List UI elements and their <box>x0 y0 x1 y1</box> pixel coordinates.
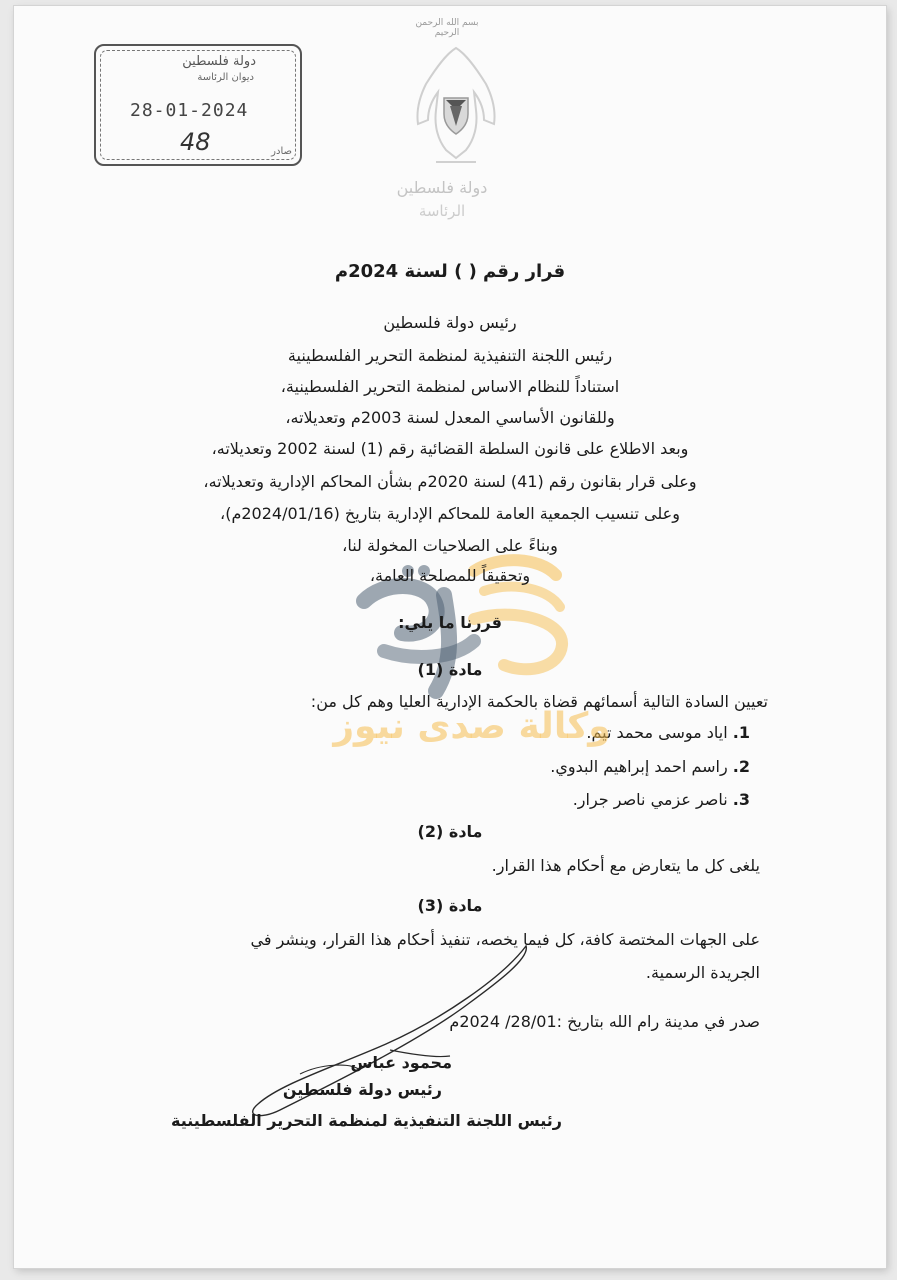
judge-item <box>573 790 750 810</box>
judge-name: راسم احمد إبراهيم البدوي. <box>550 757 728 776</box>
signatory-title-1: رئيس دولة فلسطين <box>282 1080 442 1099</box>
article-3-text-line-1: على الجهات المختصة كافة، كل فيما يخصه، تنفيذ أحكام هذا القرار، وينشر في <box>250 930 760 949</box>
judge-number: 2. <box>732 757 750 776</box>
article-1-intro: تعيين السادة التالية أسمائهم قضاة بالحكمة الإدارية العليا وهم كل من: <box>310 692 768 711</box>
eagle-emblem-icon <box>406 40 506 170</box>
stamp-line2: ديوان الرئاسة <box>197 72 254 83</box>
issued-date-line: صدر في مدينة رام الله بتاريخ :28/01/ 2024م <box>449 1012 760 1031</box>
stamp-line1: دولة فلسطين <box>182 54 256 69</box>
basmala: بسم الله الرحمن الرحيم <box>415 18 479 38</box>
preamble-line-4: وللقانون الأساسي المعدل لسنة 2003م وتعديلاته، <box>285 408 615 427</box>
stamp-label: صادر <box>271 146 292 157</box>
preamble-line-1: رئيس دولة فلسطين <box>383 313 517 332</box>
preamble-line-8: وبناءً على الصلاحيات المخولة لنا، <box>342 536 558 555</box>
article-2-text: يلغى كل ما يتعارض مع أحكام هذا القرار. <box>491 856 760 875</box>
stamp-number: 48 <box>180 128 211 156</box>
judge-number: 1. <box>732 723 750 742</box>
preamble-line-6: وعلى قرار بقانون رقم (41) لسنة 2020م بشأن المحاكم الإدارية وتعديلاته، <box>203 472 697 491</box>
watermark-agency-text: وكالة صدى نيوز <box>333 706 611 747</box>
judge-item <box>550 757 750 777</box>
preamble-line-2: رئيس اللجنة التنفيذية لمنظمة التحرير الفلسطينية <box>287 346 613 365</box>
judge-name: ناصر عزمي ناصر جرار. <box>572 790 728 809</box>
article-3-heading: مادة (3) <box>417 896 483 915</box>
emblem-state-name: دولة فلسطين <box>396 178 488 197</box>
judge-name: اياد موسى محمد تيم. <box>586 723 728 742</box>
article-1-heading: مادة (1) <box>417 660 483 679</box>
decided-heading: قررنا ما يلي: <box>398 613 502 632</box>
preamble-line-3: استناداً للنظام الاساس لمنظمة التحرير الفلسطينية، <box>280 377 620 396</box>
article-2-heading: مادة (2) <box>417 822 483 841</box>
preamble-line-9: وتحقيقاً للمصلحة العامة، <box>369 566 531 585</box>
article-3-text-line-2: الجريدة الرسمية. <box>645 963 760 982</box>
emblem-subtitle: الرئاسة <box>418 202 466 220</box>
signatory-title-2: رئيس اللجنة التنفيذية لمنظمة التحرير الفلسطينية <box>170 1111 562 1130</box>
signatory-name: محمود عباس <box>350 1053 452 1072</box>
stamp-date: 28-01-2024 <box>130 100 249 121</box>
registry-stamp <box>94 44 302 166</box>
preamble-line-7: وعلى تنسيب الجمعية العامة للمحاكم الإدارية بتاريخ (2024/01/16م)، <box>220 504 680 523</box>
judge-number: 3. <box>732 790 750 809</box>
decision-title: قرار رقم ( ) لسنة 2024م <box>334 261 566 282</box>
preamble-line-5: وبعد الاطلاع على قانون السلطة القضائية رقم (1) لسنة 2002 وتعديلاته، <box>211 439 689 458</box>
document-page <box>14 6 886 1268</box>
